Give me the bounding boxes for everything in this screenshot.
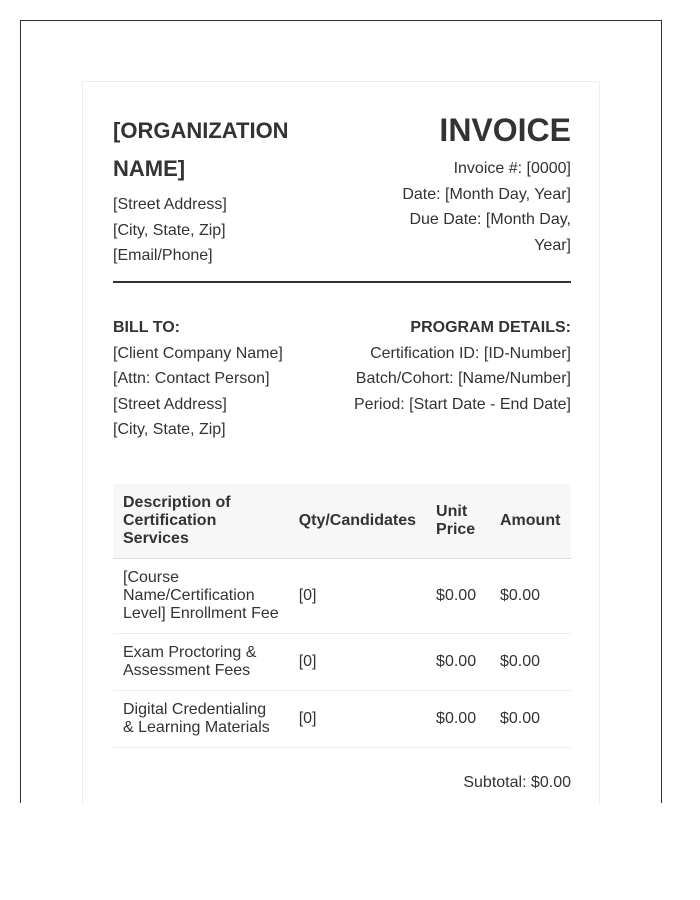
invoice-header xyxy=(113,112,571,283)
row-qty: [0] xyxy=(289,633,426,690)
row-qty: [0] xyxy=(289,690,426,747)
table-header-row xyxy=(113,484,571,559)
header-amount: Amount xyxy=(490,484,571,559)
bill-to-block xyxy=(113,315,342,443)
program-details-block xyxy=(342,315,571,443)
line-items-table xyxy=(113,484,571,748)
batch-cohort: Batch/Cohort: [Name/Number] xyxy=(355,370,571,388)
bill-to-attn: [Attn: Contact Person] xyxy=(113,370,270,388)
row-unit-price: $0.00 xyxy=(426,633,490,690)
subtotal: Subtotal: $0.00 xyxy=(463,773,571,791)
bill-to-label: BILL TO: xyxy=(113,319,180,336)
organization-street: [Street Address] xyxy=(113,196,227,213)
program-details-label: PROGRAM DETAILS: xyxy=(410,319,571,336)
header-qty: Qty/Candidates xyxy=(289,484,426,559)
organization-block xyxy=(113,112,333,269)
row-description: Exam Proctoring & Assessment Fees xyxy=(113,633,289,690)
certification-id: Certification ID: [ID-Number] xyxy=(370,344,571,362)
program-period: Period: [Start Date - End Date] xyxy=(354,395,571,413)
header-unit-price: Unit Price xyxy=(426,484,490,559)
invoice-due-date: Due Date: [Month Day, Year] xyxy=(409,211,571,254)
row-qty: [0] xyxy=(289,558,426,633)
bill-to-street: [Street Address] xyxy=(113,395,227,413)
invoice-meta-block xyxy=(371,112,571,258)
row-amount: $0.00 xyxy=(490,690,571,747)
invoice-page xyxy=(82,81,600,803)
row-unit-price: $0.00 xyxy=(426,690,490,747)
bill-to-city: [City, State, Zip] xyxy=(113,421,226,439)
row-description: Digital Credentialing & Learning Materials xyxy=(113,690,289,747)
invoice-title: INVOICE xyxy=(439,112,571,148)
row-unit-price: $0.00 xyxy=(426,558,490,633)
organization-contact: [Email/Phone] xyxy=(113,247,213,265)
header-description: Description of Certification Services xyxy=(113,484,289,559)
billing-section xyxy=(113,315,571,443)
bill-to-company: [Client Company Name] xyxy=(113,344,283,362)
organization-name: [ORGANIZATION NAME] xyxy=(113,118,289,181)
organization-city: [City, State, Zip] xyxy=(113,221,226,239)
table-row xyxy=(113,558,571,633)
row-amount: $0.00 xyxy=(490,558,571,633)
invoice-number: Invoice #: [0000] xyxy=(453,160,571,177)
table-row xyxy=(113,633,571,690)
table-row xyxy=(113,690,571,747)
row-amount: $0.00 xyxy=(490,633,571,690)
invoice-date: Date: [Month Day, Year] xyxy=(402,185,571,203)
document-viewport xyxy=(20,20,662,803)
row-description: [Course Name/Certification Level] Enrollment Fee xyxy=(113,558,289,633)
invoice-content xyxy=(113,112,571,796)
